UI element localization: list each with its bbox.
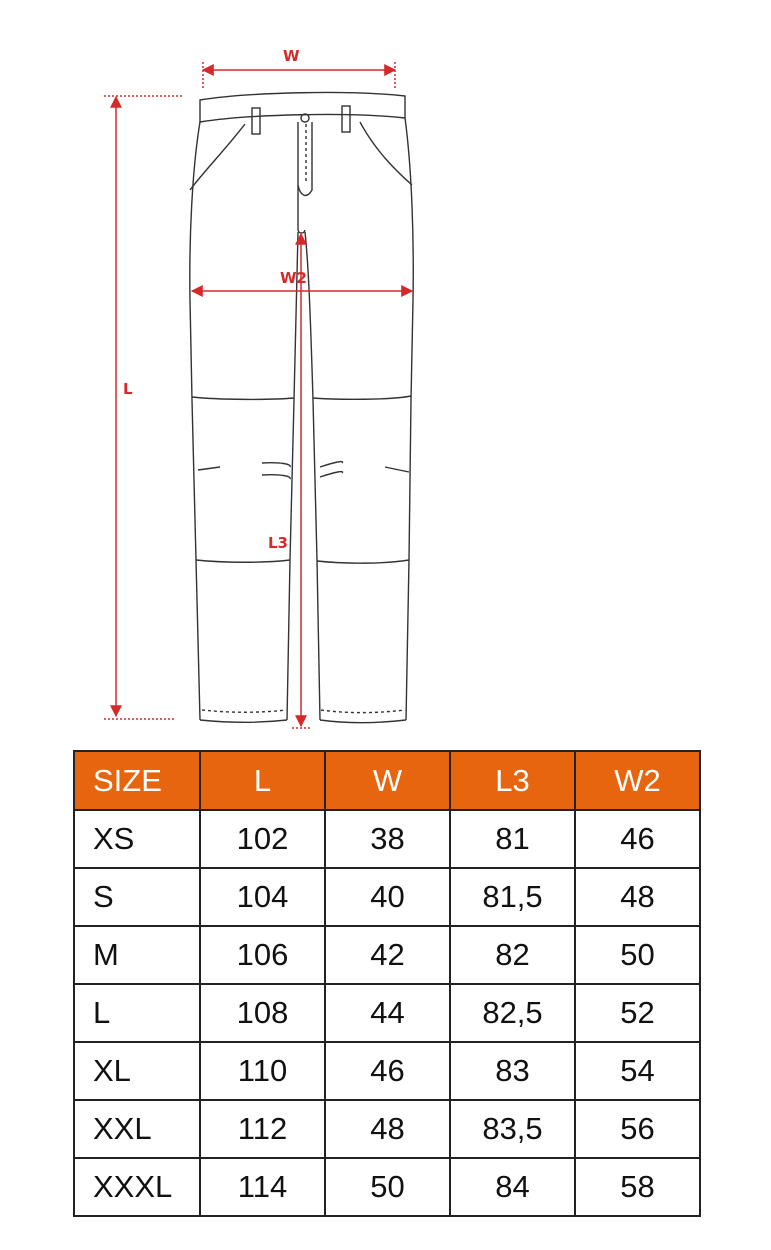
table-row <box>74 1100 700 1158</box>
measurement-cell: 81,5 <box>450 868 575 926</box>
measurement-cell: 56 <box>575 1100 700 1158</box>
size-cell: XXXL <box>74 1158 200 1216</box>
measurement-cell: 83 <box>450 1042 575 1100</box>
size-cell: XL <box>74 1042 200 1100</box>
measurement-cell: 48 <box>575 868 700 926</box>
measurement-cell: 40 <box>325 868 450 926</box>
measurement-cell: 108 <box>200 984 325 1042</box>
table-header-row <box>74 751 700 810</box>
length-label: L <box>123 380 133 398</box>
measurement-cell: 114 <box>200 1158 325 1216</box>
size-cell: XS <box>74 810 200 868</box>
measurement-cell: 48 <box>325 1100 450 1158</box>
measurement-cell: 44 <box>325 984 450 1042</box>
measurement-cell: 106 <box>200 926 325 984</box>
size-chart-table <box>73 750 701 1217</box>
header-w: W <box>325 751 450 810</box>
size-cell: XXL <box>74 1100 200 1158</box>
measurement-cell: 83,5 <box>450 1100 575 1158</box>
measurement-cell: 112 <box>200 1100 325 1158</box>
measurement-cell: 81 <box>450 810 575 868</box>
table-row <box>74 1042 700 1100</box>
table-row <box>74 810 700 868</box>
header-w2: W2 <box>575 751 700 810</box>
measurement-cell: 84 <box>450 1158 575 1216</box>
size-cell: L <box>74 984 200 1042</box>
measurement-cell: 104 <box>200 868 325 926</box>
measurement-cell: 42 <box>325 926 450 984</box>
size-cell: M <box>74 926 200 984</box>
hip-label: W2 <box>280 269 307 287</box>
size-cell: S <box>74 868 200 926</box>
measurement-cell: 50 <box>575 926 700 984</box>
measurement-cell: 54 <box>575 1042 700 1100</box>
header-l: L <box>200 751 325 810</box>
table-row <box>74 984 700 1042</box>
measurement-cell: 82 <box>450 926 575 984</box>
header-l3: L3 <box>450 751 575 810</box>
measurement-lines <box>104 62 412 728</box>
measurement-cell: 102 <box>200 810 325 868</box>
measurement-cell: 52 <box>575 984 700 1042</box>
measurement-cell: 58 <box>575 1158 700 1216</box>
waist-label: W <box>283 47 300 65</box>
measurement-cell: 50 <box>325 1158 450 1216</box>
measurement-cell: 82,5 <box>450 984 575 1042</box>
inseam-label: L3 <box>268 534 288 552</box>
header-size: SIZE <box>74 751 200 810</box>
measurement-cell: 46 <box>575 810 700 868</box>
measurement-cell: 46 <box>325 1042 450 1100</box>
measurement-cell: 110 <box>200 1042 325 1100</box>
table-row <box>74 1158 700 1216</box>
table-row <box>74 868 700 926</box>
measurement-cell: 38 <box>325 810 450 868</box>
table-row <box>74 926 700 984</box>
